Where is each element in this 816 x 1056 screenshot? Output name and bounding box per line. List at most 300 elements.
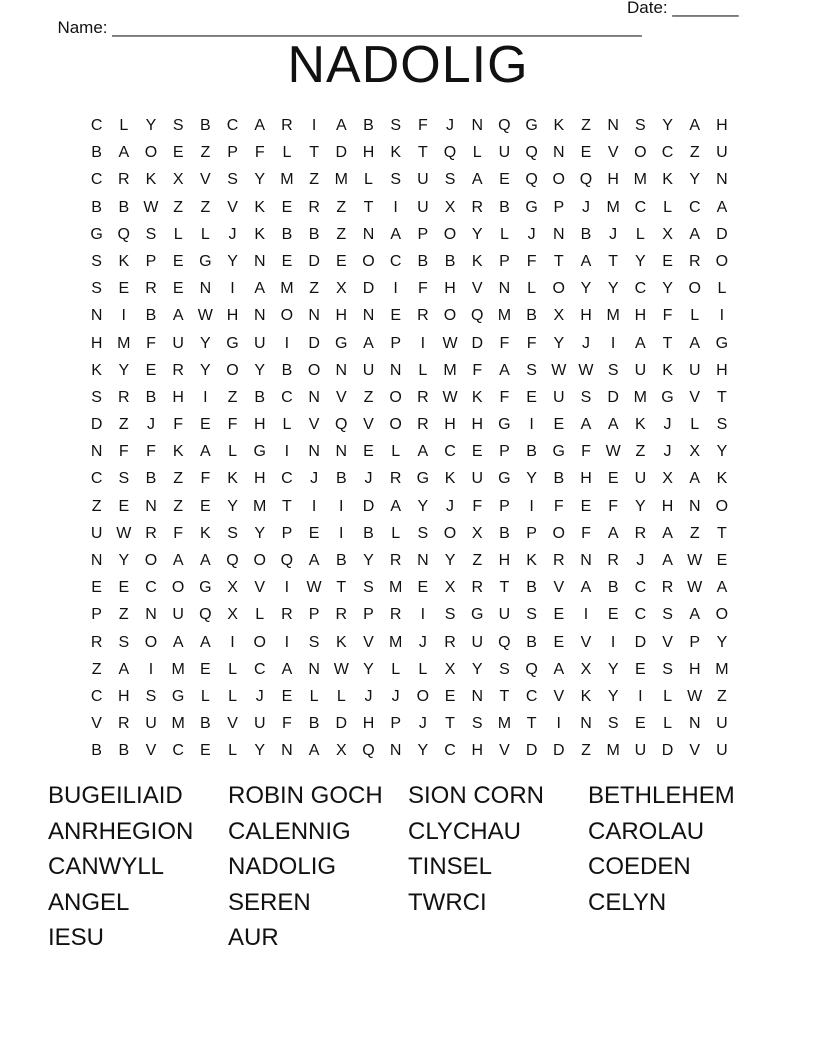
grid-letter: K	[227, 470, 238, 488]
grid-letter: A	[689, 470, 701, 488]
grid-letter: I	[420, 334, 426, 352]
grid-row	[83, 629, 736, 656]
grid-letter: A	[689, 225, 701, 243]
grid-letter: X	[335, 742, 347, 760]
grid-letter: K	[118, 252, 130, 270]
grid-letter: H	[362, 144, 375, 162]
grid-letter: C	[634, 579, 647, 597]
grid-letter: Z	[118, 416, 129, 434]
grid-letter: S	[662, 606, 673, 624]
grid-letter: E	[91, 579, 102, 597]
grid-letter: G	[470, 606, 484, 624]
grid-letter: T	[445, 715, 455, 733]
grid-letter: A	[499, 361, 510, 379]
grid-letter: H	[716, 361, 728, 379]
grid-letter: F	[608, 497, 619, 515]
grid-letter: G	[498, 470, 511, 488]
grid-letter: Z	[91, 497, 102, 515]
grid-letter: W	[687, 579, 703, 597]
grid-letter: I	[284, 443, 290, 461]
grid-letter: J	[418, 633, 427, 651]
grid-letter: Z	[581, 117, 591, 134]
grid-letter: B	[308, 225, 320, 243]
grid-letter: R	[471, 198, 483, 216]
grid-letter: K	[254, 225, 266, 243]
grid-letter: E	[553, 606, 565, 624]
grid-letter: J	[310, 470, 319, 488]
grid-letter: J	[527, 225, 536, 243]
grid-letter: Y	[662, 280, 673, 298]
grid-letter: E	[716, 552, 728, 569]
grid-letter: B	[91, 198, 102, 216]
grid-letter: E	[118, 280, 130, 298]
grid-letter: D	[607, 388, 619, 406]
grid-letter: A	[281, 660, 293, 678]
grid-letter: E	[526, 388, 537, 406]
grid-letter: S	[91, 280, 102, 298]
grid-letter: B	[499, 524, 510, 542]
grid-letter: L	[663, 198, 672, 216]
grid-letter: U	[172, 606, 184, 624]
grid-letter: R	[417, 388, 429, 406]
grid-letter: S	[91, 252, 102, 270]
grid-letter: Z	[336, 225, 347, 243]
grid-letter: Y	[363, 660, 374, 678]
grid-letter: V	[689, 388, 701, 406]
grid-letter: S	[227, 524, 238, 542]
grid-letter: R	[118, 171, 130, 189]
grid-letter: F	[417, 280, 428, 298]
grid-letter: J	[364, 470, 373, 488]
grid-letter: N	[253, 307, 266, 325]
grid-letter: Y	[417, 742, 429, 760]
grid-letter: B	[281, 225, 293, 243]
grid-letter: A	[308, 742, 320, 760]
grid-letter: Y	[471, 660, 483, 678]
grid-letter: H	[580, 307, 592, 325]
grid-letter: E	[118, 497, 130, 515]
grid-letter: J	[636, 552, 645, 569]
grid-letter: E	[580, 144, 592, 162]
grid-letter: V	[91, 715, 102, 733]
grid-letter: N	[308, 443, 320, 461]
grid-letter: Y	[553, 334, 565, 352]
grid-letter: D	[335, 144, 348, 162]
grid-letter: D	[308, 252, 320, 270]
grid-letter: I	[393, 280, 398, 298]
grid-letter: N	[90, 552, 103, 569]
grid-letter: K	[145, 171, 157, 189]
grid-letter: Y	[607, 280, 619, 298]
grid-letter: S	[526, 606, 537, 624]
grid-letter: E	[200, 497, 211, 515]
grid-letter: J	[446, 117, 455, 134]
grid-letter: Q	[498, 633, 511, 651]
grid-letter: B	[200, 715, 211, 733]
grid-letter: Y	[580, 280, 592, 298]
grid-letter: A	[580, 579, 592, 597]
grid-letter: J	[581, 334, 590, 352]
grid-letter: I	[311, 497, 317, 515]
grid-letter: R	[688, 252, 701, 270]
word-bank-item: BUGEILIAID	[48, 782, 183, 809]
grid-letter: Z	[336, 198, 347, 216]
grid-letter: N	[553, 225, 565, 243]
grid-letter: A	[689, 606, 701, 624]
grid-letter: A	[417, 443, 429, 461]
grid-letter: D	[525, 742, 538, 760]
grid-letter: I	[284, 633, 290, 651]
grid-letter: C	[525, 687, 538, 705]
grid-letter: X	[471, 524, 483, 542]
grid-letter: T	[499, 687, 510, 705]
grid-letter: M	[443, 361, 457, 379]
grid-letter: R	[389, 606, 402, 624]
grid-letter: I	[583, 606, 589, 624]
grid-letter: X	[662, 470, 673, 488]
grid-letter: O	[307, 361, 321, 379]
grid-letter: S	[390, 117, 401, 134]
grid-letter: S	[607, 715, 619, 733]
grid-letter: E	[200, 742, 211, 760]
grid-letter: N	[417, 552, 429, 569]
grid-letter: J	[255, 687, 264, 705]
grid-letter: N	[362, 307, 375, 325]
grid-letter: C	[634, 280, 647, 298]
grid-letter: P	[227, 144, 238, 162]
grid-letter: S	[607, 361, 619, 379]
grid-letter: X	[444, 198, 456, 216]
grid-letter: L	[663, 687, 672, 705]
grid-letter: K	[91, 361, 102, 379]
grid-letter: N	[308, 660, 320, 678]
grid-letter: N	[253, 252, 266, 270]
grid-letter: B	[526, 579, 537, 597]
grid-letter: V	[499, 742, 510, 760]
grid-letter: D	[716, 225, 728, 243]
grid-letter: E	[118, 579, 130, 597]
page-title: NADOLIG	[287, 36, 529, 94]
grid-letter: A	[716, 579, 728, 597]
grid-letter: S	[91, 388, 102, 406]
grid-letter: A	[689, 334, 701, 352]
grid-letter: M	[280, 171, 294, 189]
grid-letter: G	[715, 334, 729, 352]
grid-letter: Y	[118, 552, 130, 569]
grid-letter: B	[91, 144, 102, 162]
grid-letter: D	[362, 497, 375, 515]
grid-letter: F	[472, 361, 483, 379]
grid-letter: C	[172, 742, 184, 760]
grid-letter: Y	[417, 497, 429, 515]
grid-letter: T	[717, 524, 727, 542]
grid-letter: N	[362, 225, 375, 243]
grid-letter: L	[663, 715, 672, 733]
grid-letter: C	[444, 742, 456, 760]
grid-letter: Z	[581, 742, 591, 760]
grid-letter: U	[253, 715, 266, 733]
grid-letter: S	[499, 660, 510, 678]
grid-letter: G	[253, 443, 266, 461]
grid-letter: V	[363, 633, 374, 651]
grid-letter: E	[471, 443, 483, 461]
grid-letter: L	[336, 687, 346, 705]
grid-letter: N	[471, 117, 483, 134]
grid-letter: A	[716, 198, 728, 216]
grid-letter: M	[606, 307, 620, 325]
grid-letter: W	[197, 307, 213, 325]
grid-letter: O	[389, 416, 402, 434]
grid-letter: S	[635, 117, 646, 134]
grid-letter: H	[253, 470, 266, 488]
grid-letter: X	[227, 606, 238, 624]
grid-letter: L	[228, 687, 237, 705]
grid-letter: U	[553, 388, 565, 406]
grid-letter: P	[308, 606, 320, 624]
grid-letter: M	[334, 171, 348, 189]
grid-letter: M	[606, 742, 620, 760]
grid-letter: U	[716, 144, 728, 162]
grid-letter: Y	[662, 117, 673, 134]
grid-letter: E	[308, 524, 320, 542]
grid-row	[83, 737, 736, 764]
grid-letter: T	[717, 388, 727, 406]
grid-letter: B	[118, 198, 130, 216]
grid-letter: Y	[635, 497, 646, 515]
grid-letter: E	[172, 144, 184, 162]
grid-row	[83, 574, 736, 601]
word-bank-item: ROBIN GOCH	[228, 782, 383, 809]
grid-letter: L	[228, 443, 237, 461]
grid-row	[83, 166, 736, 193]
grid-letter: S	[363, 579, 374, 597]
grid-letter: T	[363, 198, 374, 216]
grid-letter: Y	[200, 334, 211, 352]
grid-letter: Y	[716, 633, 728, 651]
grid-letter: Q	[280, 552, 294, 569]
grid-letter: C	[661, 144, 674, 162]
grid-letter: W	[306, 579, 322, 597]
grid-letter: T	[309, 144, 319, 162]
grid-letter: O	[144, 144, 158, 162]
grid-letter: R	[634, 524, 647, 542]
grid-letter: L	[173, 225, 183, 243]
grid-letter: C	[145, 579, 157, 597]
grid-letter: V	[145, 742, 157, 760]
word-search-grid	[83, 112, 736, 765]
grid-letter: E	[281, 252, 293, 270]
grid-letter: A	[363, 334, 374, 352]
grid-letter: N	[335, 443, 348, 461]
grid-letter: H	[661, 497, 674, 515]
grid-letter: L	[717, 280, 727, 298]
grid-letter: B	[335, 470, 347, 488]
grid-letter: U	[417, 171, 429, 189]
grid-letter: K	[254, 198, 266, 216]
grid-letter: H	[607, 171, 619, 189]
grid-letter: C	[226, 117, 239, 134]
grid-letter: J	[663, 416, 672, 434]
grid-letter: K	[662, 361, 673, 379]
grid-letter: F	[417, 117, 428, 134]
grid-letter: O	[715, 606, 729, 624]
grid-letter: I	[339, 524, 344, 542]
grid-letter: I	[284, 334, 290, 352]
grid-letter: V	[553, 579, 565, 597]
grid-letter: N	[498, 280, 511, 298]
grid-letter: Y	[363, 552, 374, 569]
grid-letter: K	[662, 171, 673, 189]
grid-letter: J	[228, 225, 237, 243]
grid-letter: Y	[254, 361, 266, 379]
grid-letter: L	[282, 416, 292, 434]
grid-letter: N	[145, 497, 157, 515]
grid-letter: Z	[363, 388, 374, 406]
grid-letter: Q	[525, 144, 538, 162]
grid-letter: X	[444, 660, 456, 678]
grid-letter: E	[662, 252, 673, 270]
grid-letter: R	[553, 552, 565, 569]
grid-letter: X	[662, 225, 673, 243]
grid-letter: O	[171, 579, 185, 597]
grid-row	[83, 248, 736, 275]
grid-letter: C	[90, 117, 103, 134]
grid-letter: Y	[607, 660, 619, 678]
grid-letter: H	[362, 715, 375, 733]
grid-row	[83, 465, 736, 492]
grid-letter: Y	[526, 470, 537, 488]
grid-letter: A	[118, 144, 130, 162]
grid-letter: I	[556, 715, 561, 733]
grid-letter: L	[119, 117, 129, 134]
grid-letter: P	[499, 252, 510, 270]
grid-row	[83, 194, 736, 221]
grid-letter: R	[607, 552, 619, 569]
grid-letter: T	[662, 334, 673, 352]
grid-letter: M	[117, 334, 131, 352]
grid-letter: D	[553, 742, 565, 760]
grid-letter: V	[580, 633, 592, 651]
grid-letter: E	[335, 252, 347, 270]
grid-letter: F	[118, 443, 129, 461]
grid-letter: C	[281, 470, 293, 488]
grid-letter: L	[418, 660, 428, 678]
word-bank-item: TINSEL	[408, 853, 493, 880]
grid-letter: X	[689, 443, 701, 461]
grid-letter: I	[610, 633, 616, 651]
grid-letter: F	[146, 334, 156, 352]
grid-letter: E	[200, 660, 211, 678]
grid-letter: B	[335, 552, 347, 569]
grid-letter: E	[172, 280, 184, 298]
grid-letter: K	[200, 524, 211, 542]
word-bank-item: TWRCI	[408, 888, 487, 916]
word-bank-item: COEDEN	[588, 853, 691, 880]
grid-letter: I	[121, 307, 126, 325]
grid-letter: Q	[362, 742, 375, 760]
grid-letter: D	[661, 742, 674, 760]
grid-letter: K	[580, 687, 592, 705]
grid-letter: N	[308, 307, 320, 325]
grid-letter: M	[171, 715, 185, 733]
grid-letter: B	[363, 117, 374, 134]
grid-letter: S	[118, 470, 130, 488]
grid-letter: B	[363, 524, 374, 542]
grid-letter: B	[526, 633, 537, 651]
grid-letter: N	[145, 606, 157, 624]
grid-letter: F	[526, 334, 537, 352]
grid-row	[83, 710, 736, 737]
word-bank	[48, 778, 768, 956]
grid-letter: C	[634, 606, 647, 624]
grid-letter: U	[471, 633, 483, 651]
grid-letter: W	[442, 388, 458, 406]
grid-letter: H	[444, 416, 456, 434]
grid-letter: R	[308, 198, 320, 216]
date-field-label: Date: _______	[627, 0, 739, 17]
grid-letter: U	[688, 361, 701, 379]
grid-letter: Y	[607, 687, 619, 705]
grid-letter: J	[364, 687, 373, 705]
grid-letter: R	[118, 388, 130, 406]
grid-letter: O	[144, 552, 158, 569]
word-bank-item: NADOLIG	[228, 853, 337, 880]
grid-letter: A	[254, 280, 266, 298]
grid-letter: A	[607, 416, 619, 434]
grid-letter: K	[444, 470, 456, 488]
grid-letter: P	[499, 497, 510, 515]
grid-letter: N	[580, 552, 592, 569]
grid-letter: P	[417, 225, 429, 243]
grid-letter: K	[471, 388, 483, 406]
grid-letter: Z	[200, 198, 211, 216]
grid-letter: Z	[173, 470, 184, 488]
grid-letter: D	[308, 334, 320, 352]
grid-letter: Y	[689, 171, 701, 189]
grid-letter: R	[417, 307, 429, 325]
grid-letter: Y	[254, 524, 266, 542]
grid-letter: A	[635, 334, 646, 352]
grid-letter: L	[309, 687, 319, 705]
grid-letter: B	[526, 307, 537, 325]
grid-letter: R	[389, 470, 402, 488]
grid-letter: B	[145, 470, 157, 488]
grid-letter: U	[634, 470, 647, 488]
grid-letter: K	[526, 552, 537, 569]
grid-letter: W	[143, 198, 159, 216]
grid-letter: D	[471, 334, 483, 352]
grid-letter: K	[716, 470, 728, 488]
grid-letter: L	[499, 225, 509, 243]
grid-letter: J	[663, 443, 672, 461]
grid-letter: R	[118, 715, 130, 733]
word-bank-item: CELYN	[588, 888, 667, 916]
grid-letter: K	[553, 117, 565, 134]
grid-letter: R	[471, 579, 483, 597]
grid-letter: M	[388, 633, 403, 651]
grid-letter: E	[417, 579, 429, 597]
grid-letter: V	[254, 579, 266, 597]
grid-letter: I	[420, 606, 426, 624]
grid-letter: K	[390, 144, 401, 162]
grid-letter: J	[446, 497, 455, 515]
grid-letter: N	[199, 280, 212, 298]
grid-letter: F	[526, 252, 537, 270]
grid-letter: E	[499, 171, 510, 189]
grid-letter: J	[146, 416, 155, 434]
grid-row	[83, 330, 736, 357]
grid-letter: O	[552, 524, 565, 542]
